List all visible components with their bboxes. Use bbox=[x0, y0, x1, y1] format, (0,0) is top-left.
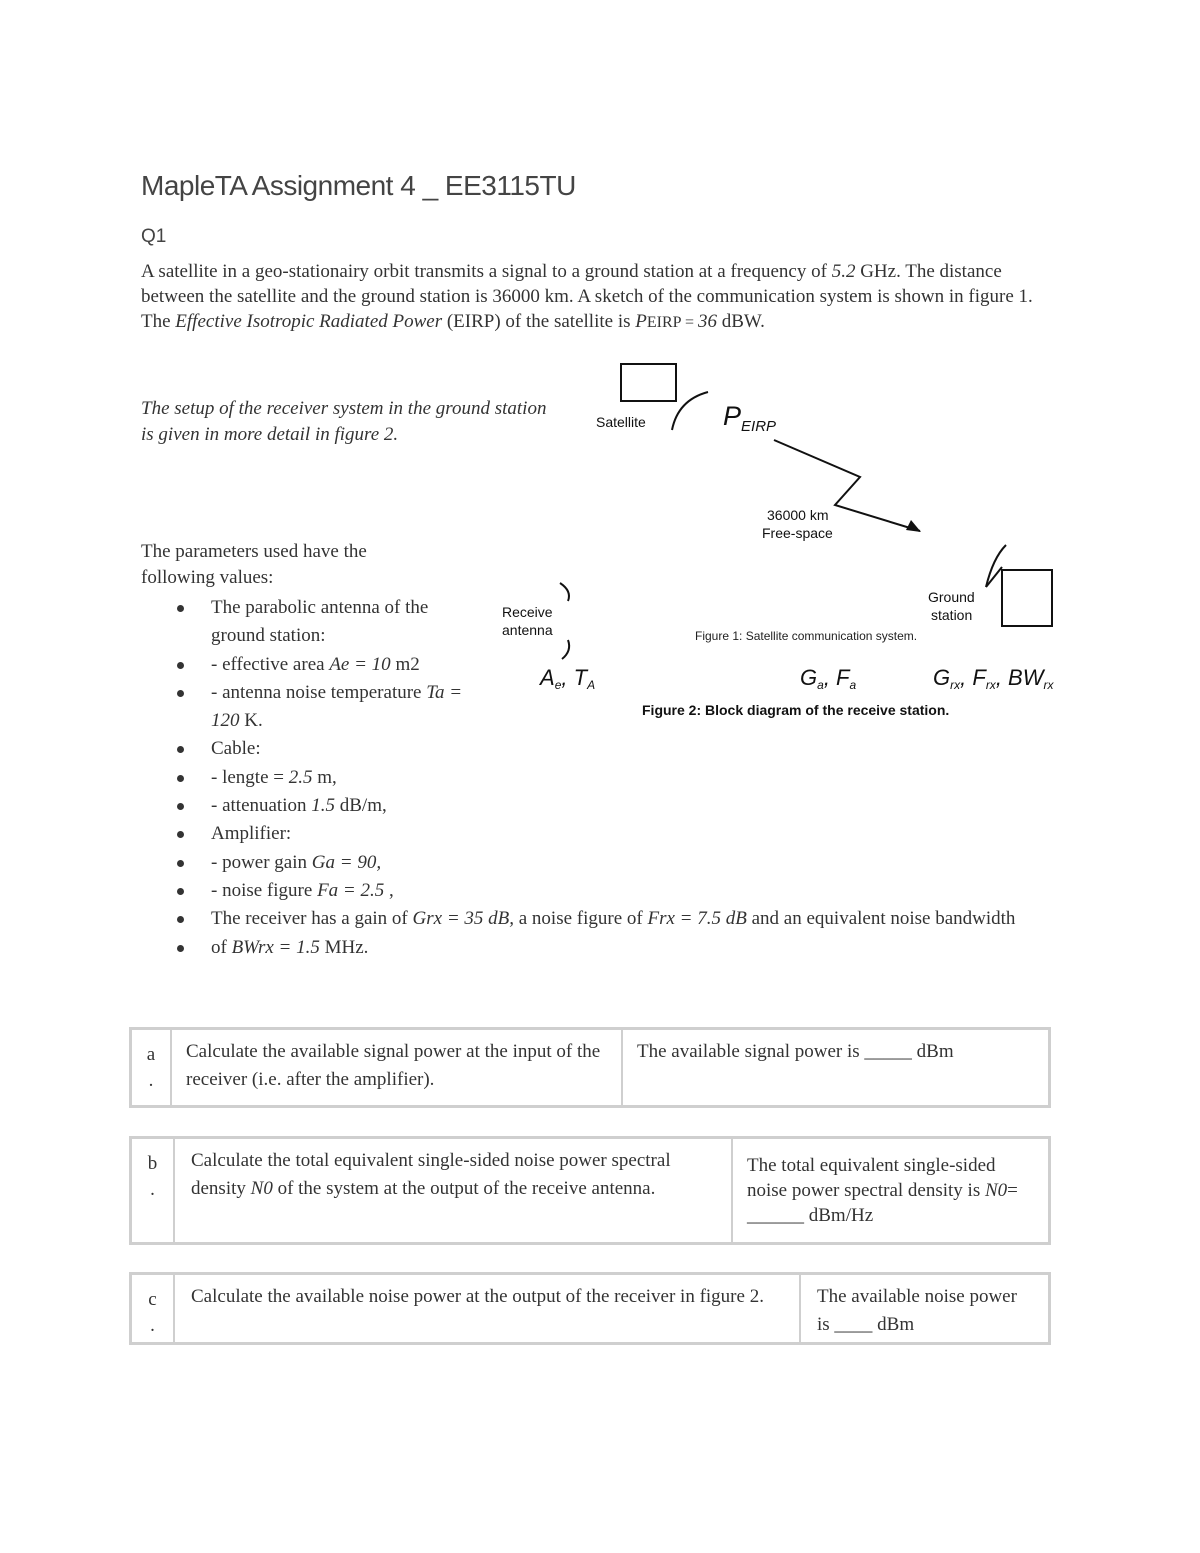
intro-text-4: EIRP = bbox=[646, 314, 698, 331]
arrow-head-icon bbox=[906, 520, 921, 532]
param-value: 2.5 bbox=[288, 766, 313, 788]
task-letter-dot: . bbox=[148, 1070, 154, 1091]
params-intro: The parameters used have the following values: bbox=[141, 541, 367, 588]
symbol-grx: G bbox=[933, 665, 951, 690]
symbol-separator: , bbox=[960, 665, 973, 690]
bullet-icon bbox=[177, 690, 184, 697]
task-letter: b bbox=[147, 1153, 158, 1174]
bullet-icon bbox=[177, 945, 184, 952]
symbol-separator: , bbox=[995, 665, 1009, 690]
param-text: MHz. bbox=[319, 936, 369, 958]
param-text: The parabolic antenna of the ground station: bbox=[211, 597, 429, 647]
param-text: dB/m, bbox=[335, 795, 387, 817]
ground-label-2: station bbox=[931, 607, 973, 623]
symbol-frx: F bbox=[972, 665, 986, 690]
symbol-f-sub: a bbox=[849, 678, 857, 692]
eirp-symbol bbox=[723, 401, 776, 435]
task-b-table bbox=[129, 1136, 1051, 1245]
param-value: Ga = 90, bbox=[311, 851, 382, 873]
bullet-icon bbox=[177, 888, 184, 895]
param-value: Grx = 35 dB, bbox=[412, 908, 514, 930]
ground-label-1: Ground bbox=[928, 589, 975, 605]
bullet-icon bbox=[177, 662, 184, 669]
param-text: K. bbox=[239, 710, 263, 732]
symbol-f: F bbox=[836, 665, 850, 690]
page-title: MapleTA Assignment 4 _ EE3115TU bbox=[141, 170, 576, 201]
param-text: - noise figure bbox=[211, 879, 318, 901]
eirp-value: 36 bbox=[697, 311, 717, 332]
param-text: m2 bbox=[390, 653, 420, 675]
receive-label-1: Receive bbox=[502, 604, 553, 620]
list-item bbox=[175, 792, 1055, 820]
symbol-a-sub: e bbox=[554, 678, 562, 692]
task-letter: a bbox=[146, 1044, 156, 1065]
symbol-bw: BW bbox=[1008, 665, 1044, 690]
symbol-g-sub: a bbox=[817, 678, 824, 692]
list-item bbox=[175, 594, 471, 651]
medium-label: Free-space bbox=[762, 525, 833, 541]
satellite-box bbox=[621, 364, 676, 401]
task-text: The total equivalent single-sided noise power spectral density is bbox=[747, 1155, 996, 1201]
param-text: and an equivalent noise bandwidth bbox=[746, 908, 1016, 930]
setup-note: The setup of the receiver system in the ground station is given in more detail in figure 2. bbox=[141, 398, 547, 445]
task-b-answer bbox=[733, 1139, 1048, 1242]
intro-paragraph bbox=[141, 259, 1061, 335]
bullet-icon bbox=[177, 860, 184, 867]
list-item bbox=[175, 735, 1055, 763]
param-value: BWrx = 1.5 bbox=[231, 936, 320, 958]
param-text: Cable: bbox=[211, 738, 261, 760]
param-text: - effective area bbox=[211, 653, 330, 675]
satellite-label: Satellite bbox=[596, 414, 646, 430]
task-letter-dot: . bbox=[150, 1315, 155, 1336]
task-c-table bbox=[129, 1272, 1051, 1345]
list-item bbox=[175, 877, 1055, 905]
param-text: - lengte = bbox=[211, 766, 289, 788]
eirp-name: Effective Isotropic Radiated Power bbox=[175, 311, 443, 332]
figure2-caption: Figure 2: Block diagram of the receive station. bbox=[642, 702, 950, 718]
receive-antenna-top-icon bbox=[560, 583, 569, 601]
antenna-symbols bbox=[538, 665, 595, 692]
symbol-t-sub: A bbox=[587, 678, 596, 692]
symbol-frx-sub: rx bbox=[985, 678, 996, 692]
figure-diagram bbox=[490, 355, 1090, 735]
list-item bbox=[175, 934, 1055, 962]
eirp-symbol-main: P bbox=[723, 401, 742, 431]
list-item bbox=[175, 679, 471, 736]
receiver-symbols bbox=[933, 665, 1054, 692]
list-item bbox=[175, 820, 1055, 848]
task-text: = ______ dBm/Hz bbox=[747, 1180, 1018, 1226]
intro-text-1: A satellite in a geo-stationairy orbit transmits a signal to a ground station at a frequency of bbox=[141, 261, 832, 282]
amplifier-symbols bbox=[800, 665, 857, 692]
task-text: Calculate the total equivalent single-sided noise power spectral density bbox=[191, 1150, 671, 1199]
task-letter: c bbox=[148, 1289, 157, 1310]
task-c-letter-cell bbox=[132, 1275, 175, 1342]
task-b-letter-cell bbox=[132, 1139, 175, 1242]
task-c-question: Calculate the available noise power at the output of the receiver in figure 2. bbox=[175, 1275, 801, 1342]
list-item bbox=[175, 849, 1055, 877]
symbol-g: G bbox=[800, 665, 818, 690]
task-b-question bbox=[175, 1139, 733, 1242]
symbol-bw-sub: rx bbox=[1043, 678, 1054, 692]
param-value: Ae = 10 bbox=[329, 653, 391, 675]
task-text: of the system at the output of the receive antenna. bbox=[272, 1178, 656, 1199]
param-text: - antenna noise temperature bbox=[211, 681, 427, 703]
symbol-separator: , bbox=[561, 665, 574, 690]
symbol-grx-sub: rx bbox=[950, 678, 961, 692]
bullet-icon bbox=[177, 605, 184, 612]
symbol-a: A bbox=[540, 665, 555, 690]
task-symbol: N0 bbox=[250, 1178, 273, 1199]
symbol-t: T bbox=[573, 665, 588, 690]
bullet-icon bbox=[177, 746, 184, 753]
task-a-letter-cell bbox=[132, 1030, 172, 1105]
task-symbol: N0 bbox=[984, 1180, 1008, 1201]
task-a-answer: The available signal power is _____ dBm bbox=[637, 1041, 954, 1062]
param-text: , bbox=[384, 879, 394, 901]
intro-text-5: dBW. bbox=[716, 311, 765, 332]
intro-text-3: (EIRP) of the satellite is bbox=[442, 311, 636, 332]
param-text: Amplifier: bbox=[211, 823, 292, 845]
satellite-dish-icon bbox=[672, 392, 708, 430]
frequency-value: 5.2 bbox=[831, 261, 856, 282]
param-text: - power gain bbox=[211, 851, 312, 873]
param-text: - attenuation bbox=[211, 795, 312, 817]
intro-text-2: GHz. The distance between the satellite and the ground station is 36000 km. A sketch of the communication system is shown in figure 1. The bbox=[141, 261, 1033, 332]
param-text: m, bbox=[312, 766, 337, 788]
task-a-table bbox=[129, 1027, 1051, 1108]
task-letter-dot: . bbox=[150, 1179, 155, 1200]
figure1-caption: Figure 1: Satellite communication system. bbox=[695, 629, 918, 643]
bullet-icon bbox=[177, 916, 184, 923]
param-value: Frx = 7.5 dB bbox=[647, 908, 747, 930]
task-c-answer: The available noise power is ____ dBm bbox=[817, 1286, 1017, 1335]
param-value: 1.5 bbox=[311, 795, 335, 817]
param-text: of bbox=[211, 936, 232, 958]
bullet-icon bbox=[177, 775, 184, 782]
param-text: The receiver has a gain of bbox=[211, 908, 413, 930]
task-a-question: Calculate the available signal power at the input of the receiver (i.e. after the amplifier). bbox=[172, 1030, 623, 1105]
receive-label-2: antenna bbox=[502, 622, 553, 638]
receive-antenna-bottom-icon bbox=[562, 640, 569, 659]
param-value: Ta = 120 bbox=[211, 681, 463, 732]
bullet-icon bbox=[177, 831, 184, 838]
p-symbol: P bbox=[635, 311, 647, 332]
eirp-symbol-sub: EIRP bbox=[741, 418, 777, 435]
param-text: a noise figure of bbox=[514, 908, 648, 930]
ground-station-box bbox=[1002, 570, 1052, 626]
symbol-separator: , bbox=[823, 665, 837, 690]
question-number: Q1 bbox=[141, 226, 167, 247]
bullet-icon bbox=[177, 803, 184, 810]
distance-label: 36000 km bbox=[767, 507, 829, 523]
list-item bbox=[175, 905, 1041, 933]
param-value: Fa = 2.5 bbox=[317, 879, 385, 901]
list-item bbox=[175, 764, 1055, 792]
